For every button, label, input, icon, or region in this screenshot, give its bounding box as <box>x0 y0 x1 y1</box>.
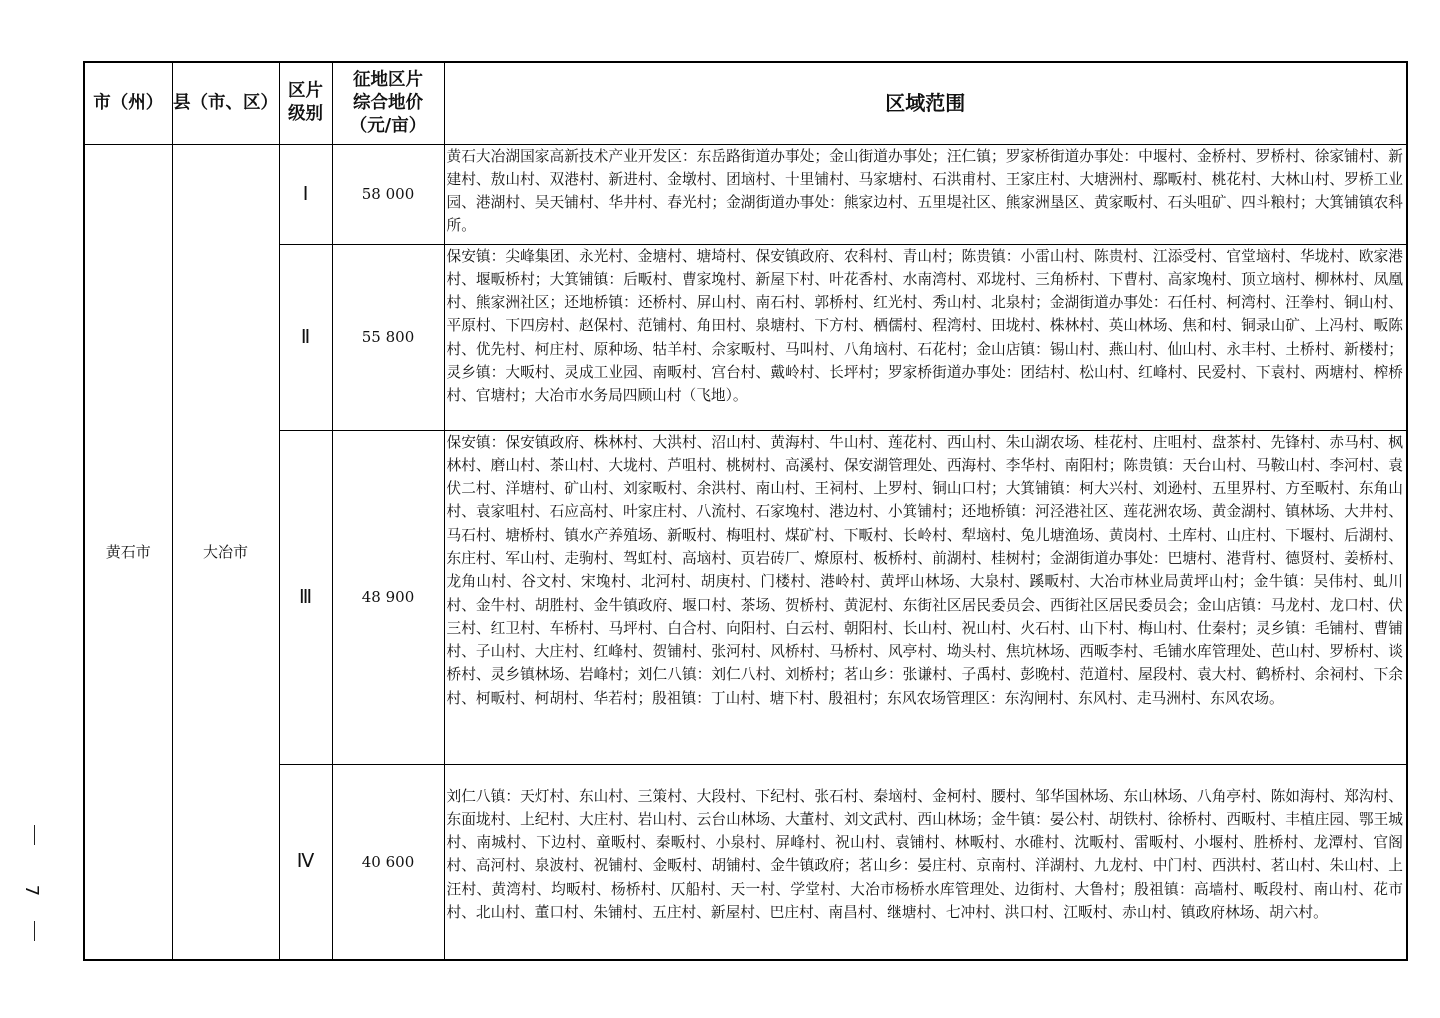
page-number: 7 <box>21 884 43 897</box>
region-cell: 黄石大冶湖国家高新技术产业开发区：东岳路街道办事处；金山街道办事处；汪仁镇；罗家桥街道办事处：中堰村、金桥村、罗桥村、徐家铺村、新建村、敖山村、双港村、新进村、金墩村、团垴村、十里铺村、马家塘村、石洪甫村、王家庄村、大塘洲村、鄢畈村、桃花村、大林山村、罗桥工业园、港湖村、吴天铺村、华井村、春光村；金湖街道办事处：熊家边村、五里堤社区、熊家洲垦区、黄家畈村、石头咀矿、四斗粮村；大箕铺镇农科所。 <box>444 144 1407 244</box>
header-price-line3: （元/亩） <box>349 115 427 136</box>
header-level <box>279 62 332 144</box>
header-price-line2: 综合地价 <box>353 92 423 113</box>
header-price <box>332 62 444 144</box>
header-city: 市（州） <box>84 62 172 144</box>
header-county: 县（市、区） <box>172 62 279 144</box>
price-cell: 40 600 <box>332 764 444 960</box>
table-row <box>84 430 1407 764</box>
level-cell: Ⅳ <box>279 764 332 960</box>
header-level-line1: 区片 <box>288 81 323 102</box>
price-cell: 48 900 <box>332 430 444 764</box>
header-row <box>84 62 1407 144</box>
header-range: 区域范围 <box>444 62 1407 144</box>
header-price-line1: 征地区片 <box>353 69 423 90</box>
level-cell: Ⅱ <box>279 244 332 430</box>
city-cell: 黄石市 <box>84 144 172 960</box>
land-price-table <box>83 61 1408 961</box>
price-cell: 58 000 <box>332 144 444 244</box>
header-level-line2: 级别 <box>288 104 323 125</box>
land-price-table-sheet <box>83 61 1406 961</box>
price-cell: 55 800 <box>332 244 444 430</box>
level-cell: Ⅲ <box>279 430 332 764</box>
region-cell: 保安镇：保安镇政府、株林村、大洪村、沼山村、黄海村、牛山村、莲花村、西山村、朱山湖农场、桂花村、庄咀村、盘茶村、先锋村、赤马村、枫林村、磨山村、茶山村、大垅村、芦咀村、桃树村、高溪村、保安湖管理处、西海村、李华村、南阳村；陈贵镇：天台山村、马鞍山村、李河村、袁伏二村、洋塘村、矿山村、刘家畈村、余洪村、南山村、王祠村、上罗村、铜山口村；大箕铺镇：柯大兴村、刘逊村、五里界村、方至畈村、东角山村、袁家咀村、石应高村、叶家庄村、八流村、石家堍村、港边村、小箕铺村；还地桥镇：河泾港社区、莲花洲农场、黄金湖村、镇林场、大井村、马石村、塘桥村、镇水产养殖场、新畈村、梅咀村、煤矿村、下畈村、长岭村、犁垴村、兔儿塘渔场、黄岗村、土库村、山庄村、下堰村、后湖村、东庄村、军山村、走驹村、驾虹村、高垴村、页岩砖厂、燎原村、板桥村、前湖村、桂树村；金湖街道办事处：巴塘村、港背村、德贤村、姜桥村、龙角山村、谷文村、宋堍村、北河村、胡庚村、门楼村、港岭村、黄坪山林场、大泉村、蹊畈村、大冶市林业局黄坪山村；金牛镇：吴伟村、虬川村、金牛村、胡胜村、金牛镇政府、堰口村、茶场、贺桥村、黄泥村、东街社区居民委员会、西街社区居民委员会；金山店镇：马龙村、龙口村、伏三村、红卫村、车桥村、马坪村、白合村、向阳村、白云村、朝阳村、长山村、祝山村、火石村、山下村、梅山村、仕秦村；灵乡镇：毛铺村、曹铺村、子山村、大庄村、红峰村、贺铺村、张河村、风桥村、马桥村、风亭村、坳头村、焦坑林场、西畈李村、毛铺水库管理处、芭山村、罗桥村、谈桥村、灵乡镇林场、岩峰村；刘仁八镇：刘仁八村、刘桥村；茗山乡：张谦村、子禹村、彭晚村、范道村、屋段村、袁大村、鹤桥村、余祠村、下余村、柯畈村、柯胡村、华若村；殷祖镇：丁山村、塘下村、殷祖村；东风农场管理区：东沟闸村、东风村、走马洲村、东风农场。 <box>444 430 1407 764</box>
table-row <box>84 244 1407 430</box>
page-number-folio <box>21 825 50 945</box>
folio-dash-top <box>34 825 35 845</box>
region-cell: 保安镇：尖峰集团、永光村、金塘村、塘埼村、保安镇政府、农科村、青山村；陈贵镇：小雷山村、陈贵村、江添受村、官堂垴村、华垅村、欧家港村、堰畈桥村；大箕铺镇：后畈村、曹家堍村、新屋下村、叶花香村、水南湾村、邓垅村、三角桥村、下曹村、高家堍村、顶立垴村、柳林村、凤凰村、熊家洲社区；还地桥镇：还桥村、屏山村、南石村、郭桥村、红光村、秀山村、北泉村；金湖街道办事处：石任村、柯湾村、汪拳村、铜山村、平原村、下四房村、赵保村、范铺村、角田村、泉塘村、下方村、栖儒村、程湾村、田垅村、株林村、英山林场、焦和村、铜录山矿、上冯村、畈陈村、优先村、柯庄村、原种场、牯羊村、佘家畈村、马叫村、八角垴村、石花村；金山店镇：锡山村、燕山村、仙山村、永丰村、土桥村、新楼村；灵乡镇：大畈村、灵成工业园、南畈村、宫台村、戴岭村、长坪村；罗家桥街道办事处：团结村、松山村、红峰村、民爱村、下袁村、两塘村、榨桥村、官塘村；大冶市水务局四顾山村（飞地）。 <box>444 244 1407 430</box>
county-cell: 大冶市 <box>172 144 279 960</box>
table-row <box>84 764 1407 960</box>
table-row <box>84 144 1407 244</box>
region-cell: 刘仁八镇：天灯村、东山村、三策村、大段村、下纪村、张石村、秦垴村、金柯村、腰村、邹华国林场、东山林场、八角亭村、陈如海村、郑沟村、东面垅村、上纪村、大庄村、岩山村、云台山林场、大董村、刘文武村、西山林场；金牛镇：晏公村、胡铁村、徐桥村、西畈村、丰植庄园、鄂王城村、南城村、下边村、童畈村、秦畈村、小泉村、屏峰村、祝山村、袁铺村、林畈村、水碓村、沈畈村、雷畈村、小堰村、胜桥村、龙潭村、官阁村、高河村、泉波村、祝铺村、金畈村、胡铺村、金牛镇政府；茗山乡：晏庄村、京南村、洋湖村、九龙村、中门村、西洪村、茗山村、朱山村、上汪村、黄湾村、均畈村、杨桥村、仄船村、天一村、学堂村、大冶市杨桥水库管理处、边街村、大鲁村；殷祖镇：高墙村、畈段村、南山村、花市村、北山村、董口村、朱铺村、五庄村、新屋村、巴庄村、南昌村、继塘村、七冲村、洪口村、江畈村、赤山村、镇政府林场、胡六村。 <box>444 764 1407 960</box>
folio-dash-bottom <box>34 921 35 941</box>
level-cell: Ⅰ <box>279 144 332 244</box>
